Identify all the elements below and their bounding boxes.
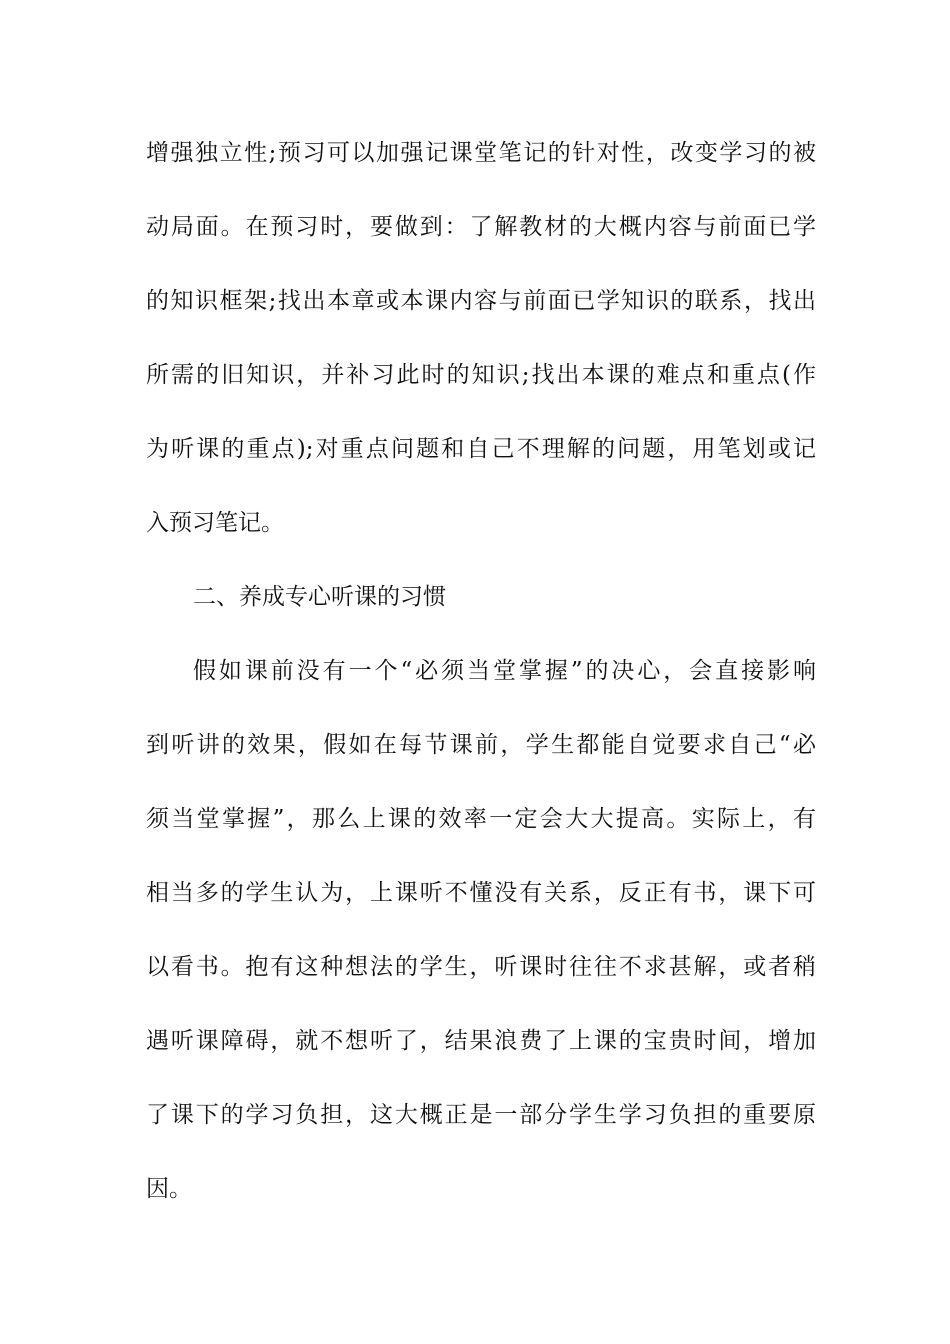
text-line: 增强独立性;预习可以加强记课堂笔记的针对性，改变学习的被 xyxy=(146,140,816,166)
text-line: 到听讲的效果，假如在每节课前，学生都能自觉要求自己“必 xyxy=(146,732,816,758)
text-line: 假如课前没有一个“必须当堂掌握”的决心，会直接影响 xyxy=(193,658,816,684)
text-line: 入预习笔记。 xyxy=(146,510,284,536)
text-line: 为听课的重点);对重点问题和自己不理解的问题，用笔划或记 xyxy=(146,436,816,462)
text-line: 了课下的学习负担，这大概正是一部分学生学习负担的重要原 xyxy=(146,1102,816,1128)
text-line: 遇听课障碍，就不想听了，结果浪费了上课的宝贵时间，增加 xyxy=(146,1028,816,1054)
text-line: 所需的旧知识，并补习此时的知识;找出本课的难点和重点(作 xyxy=(146,362,816,388)
text-line: 的知识框架;找出本章或本课内容与前面已学知识的联系，找出 xyxy=(146,288,816,314)
text-line: 须当堂掌握”，那么上课的效率一定会大大提高。实际上，有 xyxy=(146,806,816,832)
text-line: 以看书。抱有这种想法的学生，听课时往往不求甚解，或者稍 xyxy=(146,954,816,980)
text-line: 相当多的学生认为，上课听不懂没有关系，反正有书，课下可 xyxy=(146,880,816,906)
section-heading: 二、养成专心听课的习惯 xyxy=(193,584,446,610)
text-line: 因。 xyxy=(146,1176,192,1202)
text-line: 动局面。在预习时，要做到：了解教材的大概内容与前面已学 xyxy=(146,214,816,240)
